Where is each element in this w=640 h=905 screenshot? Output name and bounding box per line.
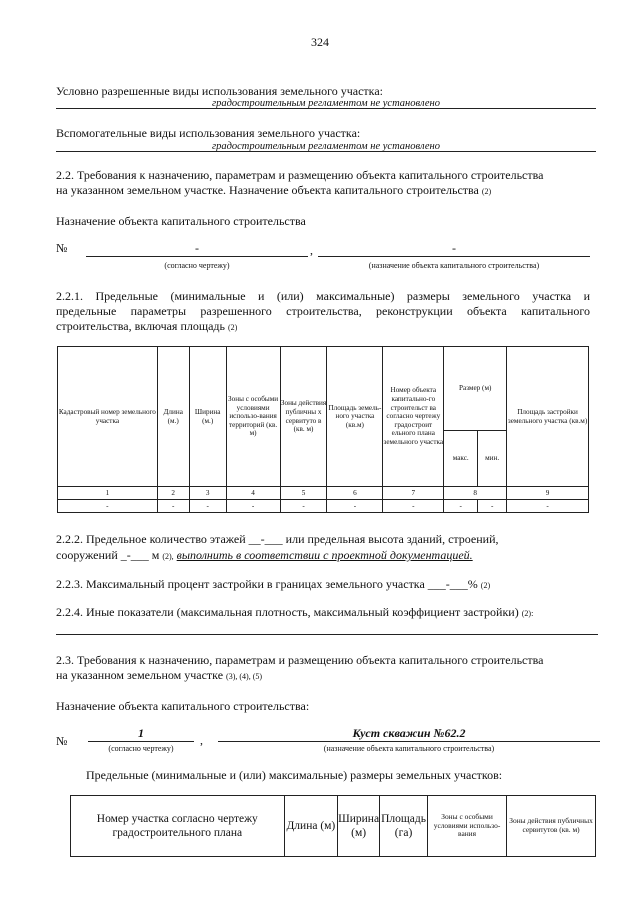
s22-purpose-line (318, 256, 590, 257)
cell-value: - (58, 500, 158, 513)
s222-design-doc-note: выполнить в соответствии с проектной документацией. (176, 548, 473, 562)
s22-heading-line2 (56, 183, 491, 198)
th-building-area: Площадь застройки земельного участка (кв.м) (507, 347, 589, 487)
s23-purpose-line (218, 741, 600, 742)
s224-line-rule (56, 634, 598, 635)
aux-uses-title: Вспомогательные виды использования земельного участка: (56, 126, 361, 140)
th-cadastral: Кадастровый номер земельного участка (58, 347, 158, 487)
s22-num-line (86, 256, 308, 257)
s221-line1: 2.2.1. Предельные (минимальные и (или) максимальные) размеры земельного участка и (56, 289, 590, 303)
s223-text: 2.2.3. Максимальный процент застройки в границах земельного участка ___-___% (56, 577, 478, 591)
aux-uses-line (56, 151, 596, 152)
s23-line2 (56, 668, 262, 683)
th-object-number: Номер объекта капитально-го строительст ва согласно чертежу градостроит ельного плана земельного участка (383, 347, 444, 487)
s23-line2-text: на указанном земельном участке (56, 668, 224, 682)
col-number: 7 (383, 487, 444, 500)
th-length: Длина (м.) (157, 347, 189, 487)
s23-purpose-value: Куст скважин №62.2 (352, 726, 466, 740)
th-size: Размер (м) (444, 347, 507, 431)
s23-line1: 2.3. Требования к назначению, параметрам и размещению объекта капитального строительства (56, 653, 544, 667)
s223-line (56, 577, 490, 592)
s23-num-line (88, 741, 194, 742)
th-width: Ширина (м) (338, 796, 380, 857)
conditional-uses-value: градостроительным регламентом не установлено (211, 98, 441, 109)
s23-limits-title: Предельные (минимальные и (или) максимальные) размеры земельных участков: (86, 768, 503, 782)
cell-value: - (383, 500, 444, 513)
s221-note: (2) (228, 323, 238, 332)
s22-purpose-value: - (452, 241, 456, 255)
col-number: 6 (327, 487, 383, 500)
s222-note: (2), (162, 552, 174, 561)
s221-line2: предельные параметры разрешенного строительства, реконструкции объекта капитального (56, 304, 590, 318)
s224-note: (2): (521, 609, 534, 618)
col-number: 2 (157, 487, 189, 500)
s221-line3 (56, 319, 237, 334)
aux-uses-value: градостроительным регламентом не установлено (211, 141, 441, 152)
cell-value: - (327, 500, 383, 513)
cell-value: - (226, 500, 280, 513)
s224-text: 2.2.4. Иные показатели (максимальная плотность, максимальный коэффициент застройки) (56, 605, 519, 619)
cell-value: - (280, 500, 327, 513)
cell-value: - (189, 500, 226, 513)
s23-num-sign: № (56, 734, 68, 748)
th-zones-special: Зоны с особыми условиями использо-вания территорий (кв. м) (226, 347, 280, 487)
page-number: 324 (311, 35, 329, 49)
conditional-uses-title: Условно разрешенные виды использования земельного участка: (56, 84, 383, 98)
col-number: 8 (444, 487, 507, 500)
s23-purpose-caption: (назначение объекта капитального строительства) (323, 744, 495, 753)
conditional-uses-line (56, 108, 596, 109)
th-plot-number: Номер участка согласно чертежу градостроительного плана (71, 796, 285, 857)
s22-heading-note: (2) (481, 187, 492, 196)
s22-num-caption: (согласно чертежу) (164, 261, 230, 270)
th-size-min: мин. (478, 431, 507, 487)
th-area: Площадь (га) (380, 796, 428, 857)
s22-num-sign: № (56, 241, 68, 255)
s223-note: (2) (480, 581, 491, 590)
th-size-max: макс. (444, 431, 478, 487)
th-zones-easement: Зоны действия публичны х сервитуто в (кв. м) (280, 347, 327, 487)
s22-heading-line1: 2.2. Требования к назначению, параметрам и размещению объекта капитального строительства (56, 168, 544, 182)
col-number: 9 (507, 487, 589, 500)
cell-value: - (157, 500, 189, 513)
col-number: 4 (226, 487, 280, 500)
s222-line2 (56, 548, 473, 563)
cell-value: - (507, 500, 589, 513)
col-number: 5 (280, 487, 327, 500)
cell-value: - (478, 500, 507, 513)
s22-comma: , (310, 243, 313, 257)
s22-purpose-label: Назначение объекта капитального строительства (56, 214, 306, 228)
plot-limits-table (70, 795, 596, 857)
s222-line2-text: сооружений _-___ м (56, 548, 160, 562)
parameters-table (57, 346, 589, 513)
s23-comma: , (200, 733, 203, 747)
s222-line1: 2.2.2. Предельное количество этажей __-___ или предельная высота зданий, строений, (56, 532, 499, 546)
th-length: Длина (м) (284, 796, 338, 857)
th-zones-special: Зоны с особыми условиями использо-вания (428, 796, 507, 857)
s22-num-value: - (195, 241, 199, 255)
cell-value: - (444, 500, 478, 513)
s23-purpose-label: Назначение объекта капитального строительства: (56, 699, 310, 713)
s22-heading-line2-text: на указанном земельном участке. Назначение объекта капитального строительства (56, 183, 479, 197)
th-area: Площадь земель-ного участка (кв.м) (327, 347, 383, 487)
s23-num-value: 1 (138, 726, 144, 740)
s22-purpose-caption: (назначение объекта капитального строительства) (368, 261, 540, 270)
col-number: 3 (189, 487, 226, 500)
s224-line (56, 605, 533, 620)
s23-num-caption: (согласно чертежу) (108, 744, 174, 753)
s23-note: (3), (4), (5) (226, 672, 263, 681)
th-zones-easement: Зоны действия публичных сервитутов (кв. м) (507, 796, 596, 857)
s221-line3-text: строительства, включая площадь (56, 319, 226, 333)
th-width: Ширина (м.) (189, 347, 226, 487)
col-number: 1 (58, 487, 158, 500)
